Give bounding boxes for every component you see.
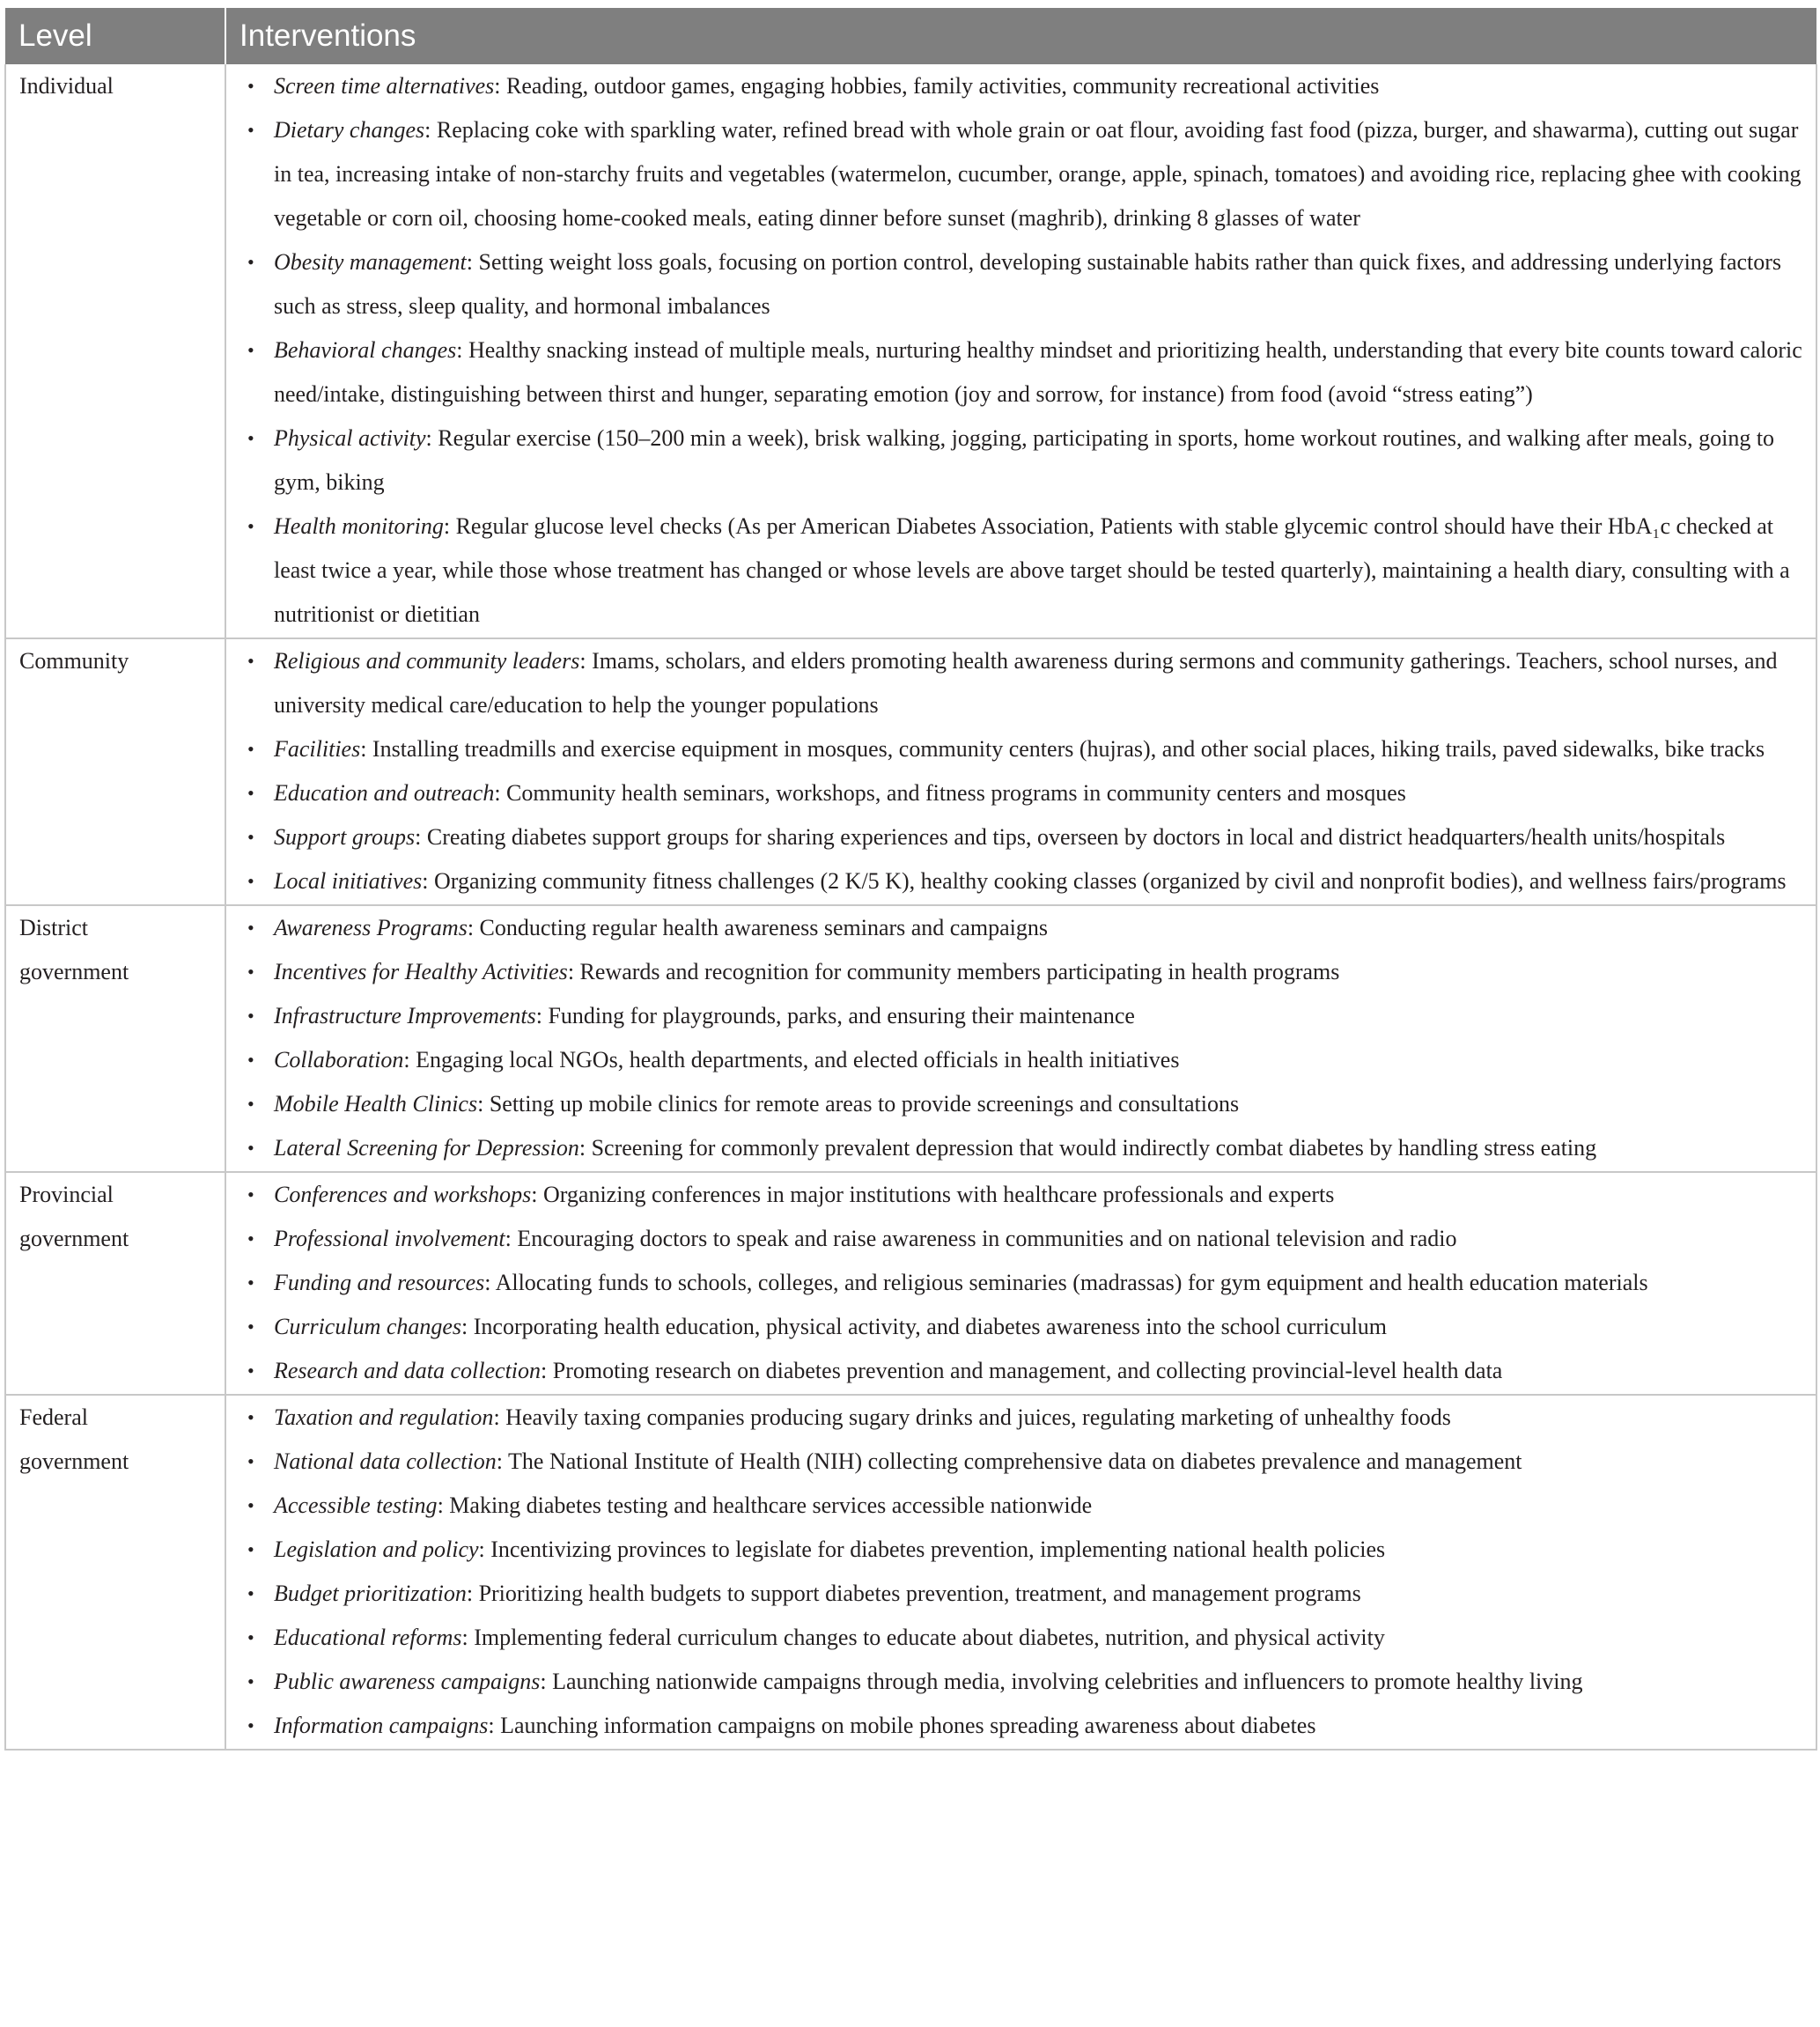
intervention-description: : Conducting regular health awareness seminars and campaigns [467, 915, 1048, 940]
intervention-description: : Promoting research on diabetes prevention and management, and collecting provincial-level health data [541, 1358, 1503, 1383]
column-header-interventions: Interventions [225, 8, 1816, 64]
list-item [247, 906, 1803, 950]
list-item [247, 1660, 1803, 1704]
interventions-cell [225, 638, 1816, 905]
intervention-term: Mobile Health Clinics [274, 1091, 478, 1117]
intervention-description: : Encouraging doctors to speak and raise awareness in communities and on national television and radio [505, 1226, 1457, 1251]
bullet-icon: • [247, 1183, 254, 1205]
intervention-term: Awareness Programs [274, 915, 468, 940]
list-item [247, 1440, 1803, 1484]
bullet-icon: • [247, 1714, 254, 1736]
level-label: government [19, 1226, 129, 1251]
bullet-icon: • [247, 738, 254, 760]
intervention-description: : Replacing coke with sparkling water, refined bread with whole grain or oat flour, avoiding fast food (pizza, burger, and shawarma), cutting out sugar in tea, increasing intake of non-starchy fruits and vegetables (watermelon, cucumber, orange, apple, spinach, tomatoes) and avoiding rice, replacing ghee with cooking vegetable or corn oil, choosing home-cooked meals, eating dinner before sunset (maghrib), drinking 8 glasses of water [274, 117, 1802, 231]
bullet-icon: • [247, 1049, 254, 1071]
intervention-term: Budget prioritization [274, 1581, 467, 1606]
table-row [5, 1172, 1816, 1395]
intervention-term: Research and data collection [274, 1358, 542, 1383]
level-cell [5, 1172, 225, 1395]
intervention-description: : The National Institute of Health (NIH) collecting comprehensive data on diabetes prevalence and management [496, 1448, 1522, 1474]
level-cell [5, 1395, 225, 1750]
list-item [247, 1572, 1803, 1616]
intervention-description: : Allocating funds to schools, colleges, and religious seminaries (madrassas) for gym equipment and health education materials [484, 1270, 1648, 1295]
intervention-description: : Imams, scholars, and elders promoting health awareness during sermons and community gatherings. Teachers, school nurses, and university medical care/education to help the younger populations [274, 648, 1778, 718]
intervention-term: Health monitoring [274, 513, 444, 539]
level-cell [5, 905, 225, 1172]
interventions-cell [225, 905, 1816, 1172]
table-row [5, 905, 1816, 1172]
bullet-icon: • [247, 1093, 254, 1115]
intervention-description: : Making diabetes testing and healthcare services accessible nationwide [437, 1493, 1093, 1518]
bullet-icon: • [247, 1360, 254, 1382]
list-item [247, 950, 1803, 994]
bullet-icon: • [247, 339, 254, 361]
intervention-term: Curriculum changes [274, 1314, 462, 1339]
list-item [247, 240, 1803, 328]
intervention-description: : Creating diabetes support groups for sharing experiences and tips, overseen by doctors in local and district headquarters/health units/hospitals [415, 824, 1726, 850]
intervention-description: : Installing treadmills and exercise equipment in mosques, community centers (hujras), and other social places, hiking trails, paved sidewalks, bike tracks [360, 736, 1765, 762]
bullet-icon: • [247, 826, 254, 848]
intervention-description: : Heavily taxing companies producing sugary drinks and juices, regulating marketing of unhealthy foods [493, 1404, 1451, 1430]
intervention-term: Funding and resources [274, 1270, 485, 1295]
intervention-description: : Launching nationwide campaigns through media, involving celebrities and influencers to promote healthy living [540, 1669, 1583, 1694]
intervention-term: Local initiatives [274, 868, 423, 894]
list-item [247, 727, 1803, 771]
list-item [247, 1305, 1803, 1349]
intervention-term: Screen time alternatives [274, 73, 495, 99]
level-cell [5, 638, 225, 905]
list-item [247, 64, 1803, 108]
intervention-term: Educational reforms [274, 1625, 462, 1650]
list-item [247, 1484, 1803, 1528]
interventions-list [226, 64, 1803, 637]
intervention-term: Physical activity [274, 425, 426, 451]
interventions-list [226, 1396, 1803, 1748]
list-item [247, 1528, 1803, 1572]
bullet-icon: • [247, 1316, 254, 1338]
intervention-description: : Reading, outdoor games, engaging hobbies, family activities, community recreational activities [494, 73, 1380, 99]
list-item [247, 1704, 1803, 1748]
level-label: Community [19, 648, 129, 674]
intervention-term: Education and outreach [274, 780, 495, 806]
interventions-cell [225, 1172, 1816, 1395]
list-item [247, 994, 1803, 1038]
list-item [247, 1616, 1803, 1660]
intervention-description: : Setting up mobile clinics for remote areas to provide screenings and consultations [477, 1091, 1240, 1117]
bullet-icon: • [247, 515, 254, 537]
intervention-term: Conferences and workshops [274, 1182, 532, 1207]
column-header-level: Level [5, 8, 225, 64]
interventions-list [226, 906, 1803, 1170]
intervention-description: : Engaging local NGOs, health departments, and elected officials in health initiatives [403, 1047, 1180, 1072]
intervention-term: Taxation and regulation [274, 1404, 494, 1430]
intervention-description: : Setting weight loss goals, focusing on portion control, developing sustainable habits rather than quick fixes, and addressing underlying factors such as stress, sleep quality, and hormonal imbalances [274, 249, 1782, 319]
list-item [247, 328, 1803, 416]
intervention-description: : Prioritizing health budgets to support diabetes prevention, treatment, and management programs [466, 1581, 1361, 1606]
intervention-term: Facilities [274, 736, 361, 762]
level-label: Individual [19, 73, 114, 99]
list-item [247, 815, 1803, 859]
list-item [247, 859, 1803, 903]
intervention-description: : Organizing community fitness challenges (2 K/5 K), healthy cooking classes (organized by civil and nonprofit bodies), and wellness fairs/programs [422, 868, 1787, 894]
bullet-icon: • [247, 1406, 254, 1428]
intervention-description: : Screening for commonly prevalent depression that would indirectly combat diabetes by handling stress eating [578, 1135, 1597, 1161]
intervention-term: Accessible testing [274, 1493, 438, 1518]
intervention-term: Incentives for Healthy Activities [274, 959, 568, 984]
list-item [247, 639, 1803, 727]
list-item [247, 1038, 1803, 1082]
bullet-icon: • [247, 1582, 254, 1604]
level-label: District [19, 915, 88, 940]
list-item [247, 1396, 1803, 1440]
intervention-description: : Organizing conferences in major institutions with healthcare professionals and experts [531, 1182, 1335, 1207]
intervention-description: : Implementing federal curriculum changes to educate about diabetes, nutrition, and physical activity [461, 1625, 1385, 1650]
intervention-description: : Incorporating health education, physical activity, and diabetes awareness into the school curriculum [461, 1314, 1388, 1339]
bullet-icon: • [247, 75, 254, 97]
intervention-description: : Launching information campaigns on mobile phones spreading awareness about diabetes [488, 1713, 1316, 1738]
intervention-term: Obesity management [274, 249, 467, 275]
level-label: government [19, 959, 129, 984]
intervention-description: : Regular exercise (150–200 min a week), brisk walking, jogging, participating in sports, home workout routines, and walking after meals, going to gym, biking [274, 425, 1775, 495]
interventions-cell [225, 1395, 1816, 1750]
list-item [247, 1217, 1803, 1261]
level-label: Federal [19, 1404, 88, 1430]
bullet-icon: • [247, 119, 254, 141]
list-item [247, 1126, 1803, 1170]
intervention-term: Information campaigns [274, 1713, 489, 1738]
bullet-icon: • [247, 917, 254, 939]
bullet-icon: • [247, 782, 254, 804]
intervention-term: Collaboration [274, 1047, 404, 1072]
header-row [5, 8, 1816, 64]
bullet-icon: • [247, 1538, 254, 1560]
bullet-icon: • [247, 1670, 254, 1692]
list-item [247, 1261, 1803, 1305]
intervention-term: Behavioral changes [274, 337, 457, 363]
bullet-icon: • [247, 870, 254, 892]
list-item [247, 1082, 1803, 1126]
list-item [247, 505, 1803, 637]
list-item [247, 108, 1803, 240]
intervention-description: : Healthy snacking instead of multiple meals, nurturing healthy mindset and prioritizing health, understanding that every bite counts toward caloric need/intake, distinguishing between thirst and hunger, separating emotion (joy and sorrow, for instance) from food (avoid “stress eating”) [274, 337, 1802, 407]
intervention-description: : Rewards and recognition for community members participating in health programs [567, 959, 1340, 984]
table-row [5, 638, 1816, 905]
table-row [5, 1395, 1816, 1750]
list-item [247, 416, 1803, 505]
bullet-icon: • [247, 961, 254, 983]
intervention-description: : Community health seminars, workshops, and fitness programs in community centers and mosques [494, 780, 1406, 806]
bullet-icon: • [247, 1271, 254, 1294]
intervention-term: Infrastructure Improvements [274, 1003, 536, 1028]
bullet-icon: • [247, 1494, 254, 1516]
bullet-icon: • [247, 1450, 254, 1472]
table-header [5, 8, 1816, 64]
bullet-icon: • [247, 650, 254, 672]
intervention-term: Support groups [274, 824, 416, 850]
bullet-icon: • [247, 1227, 254, 1249]
table-row [5, 64, 1816, 638]
intervention-description: : Incentivizing provinces to legislate for diabetes prevention, implementing national health policies [478, 1537, 1386, 1562]
intervention-term: Public awareness campaigns [274, 1669, 541, 1694]
intervention-description: : Regular glucose level checks (As per American Diabetes Association, Patients with stable glycemic control should have their HbA₁c checked at least twice a year, while those whose treatment has changed or whose levels are above target should be tested quarterly), maintaining a health diary, consulting with a nutritionist or dietitian [274, 513, 1790, 627]
list-item [247, 1349, 1803, 1393]
list-item [247, 771, 1803, 815]
intervention-description: : Funding for playgrounds, parks, and ensuring their maintenance [535, 1003, 1135, 1028]
intervention-term: Lateral Screening for Depression [274, 1135, 579, 1161]
interventions-cell [225, 64, 1816, 638]
intervention-term: Professional involvement [274, 1226, 505, 1251]
intervention-term: Dietary changes [274, 117, 425, 143]
table-body [5, 64, 1816, 1750]
bullet-icon: • [247, 1137, 254, 1159]
bullet-icon: • [247, 1005, 254, 1027]
interventions-table [4, 8, 1817, 1751]
bullet-icon: • [247, 1626, 254, 1648]
interventions-list [226, 1173, 1803, 1393]
intervention-term: Legislation and policy [274, 1537, 479, 1562]
level-cell [5, 64, 225, 638]
level-label: government [19, 1448, 129, 1474]
bullet-icon: • [247, 427, 254, 449]
intervention-term: Religious and community leaders [274, 648, 580, 674]
interventions-list [226, 639, 1803, 903]
bullet-icon: • [247, 251, 254, 273]
intervention-term: National data collection [274, 1448, 497, 1474]
level-label: Provincial [19, 1182, 114, 1207]
list-item [247, 1173, 1803, 1217]
